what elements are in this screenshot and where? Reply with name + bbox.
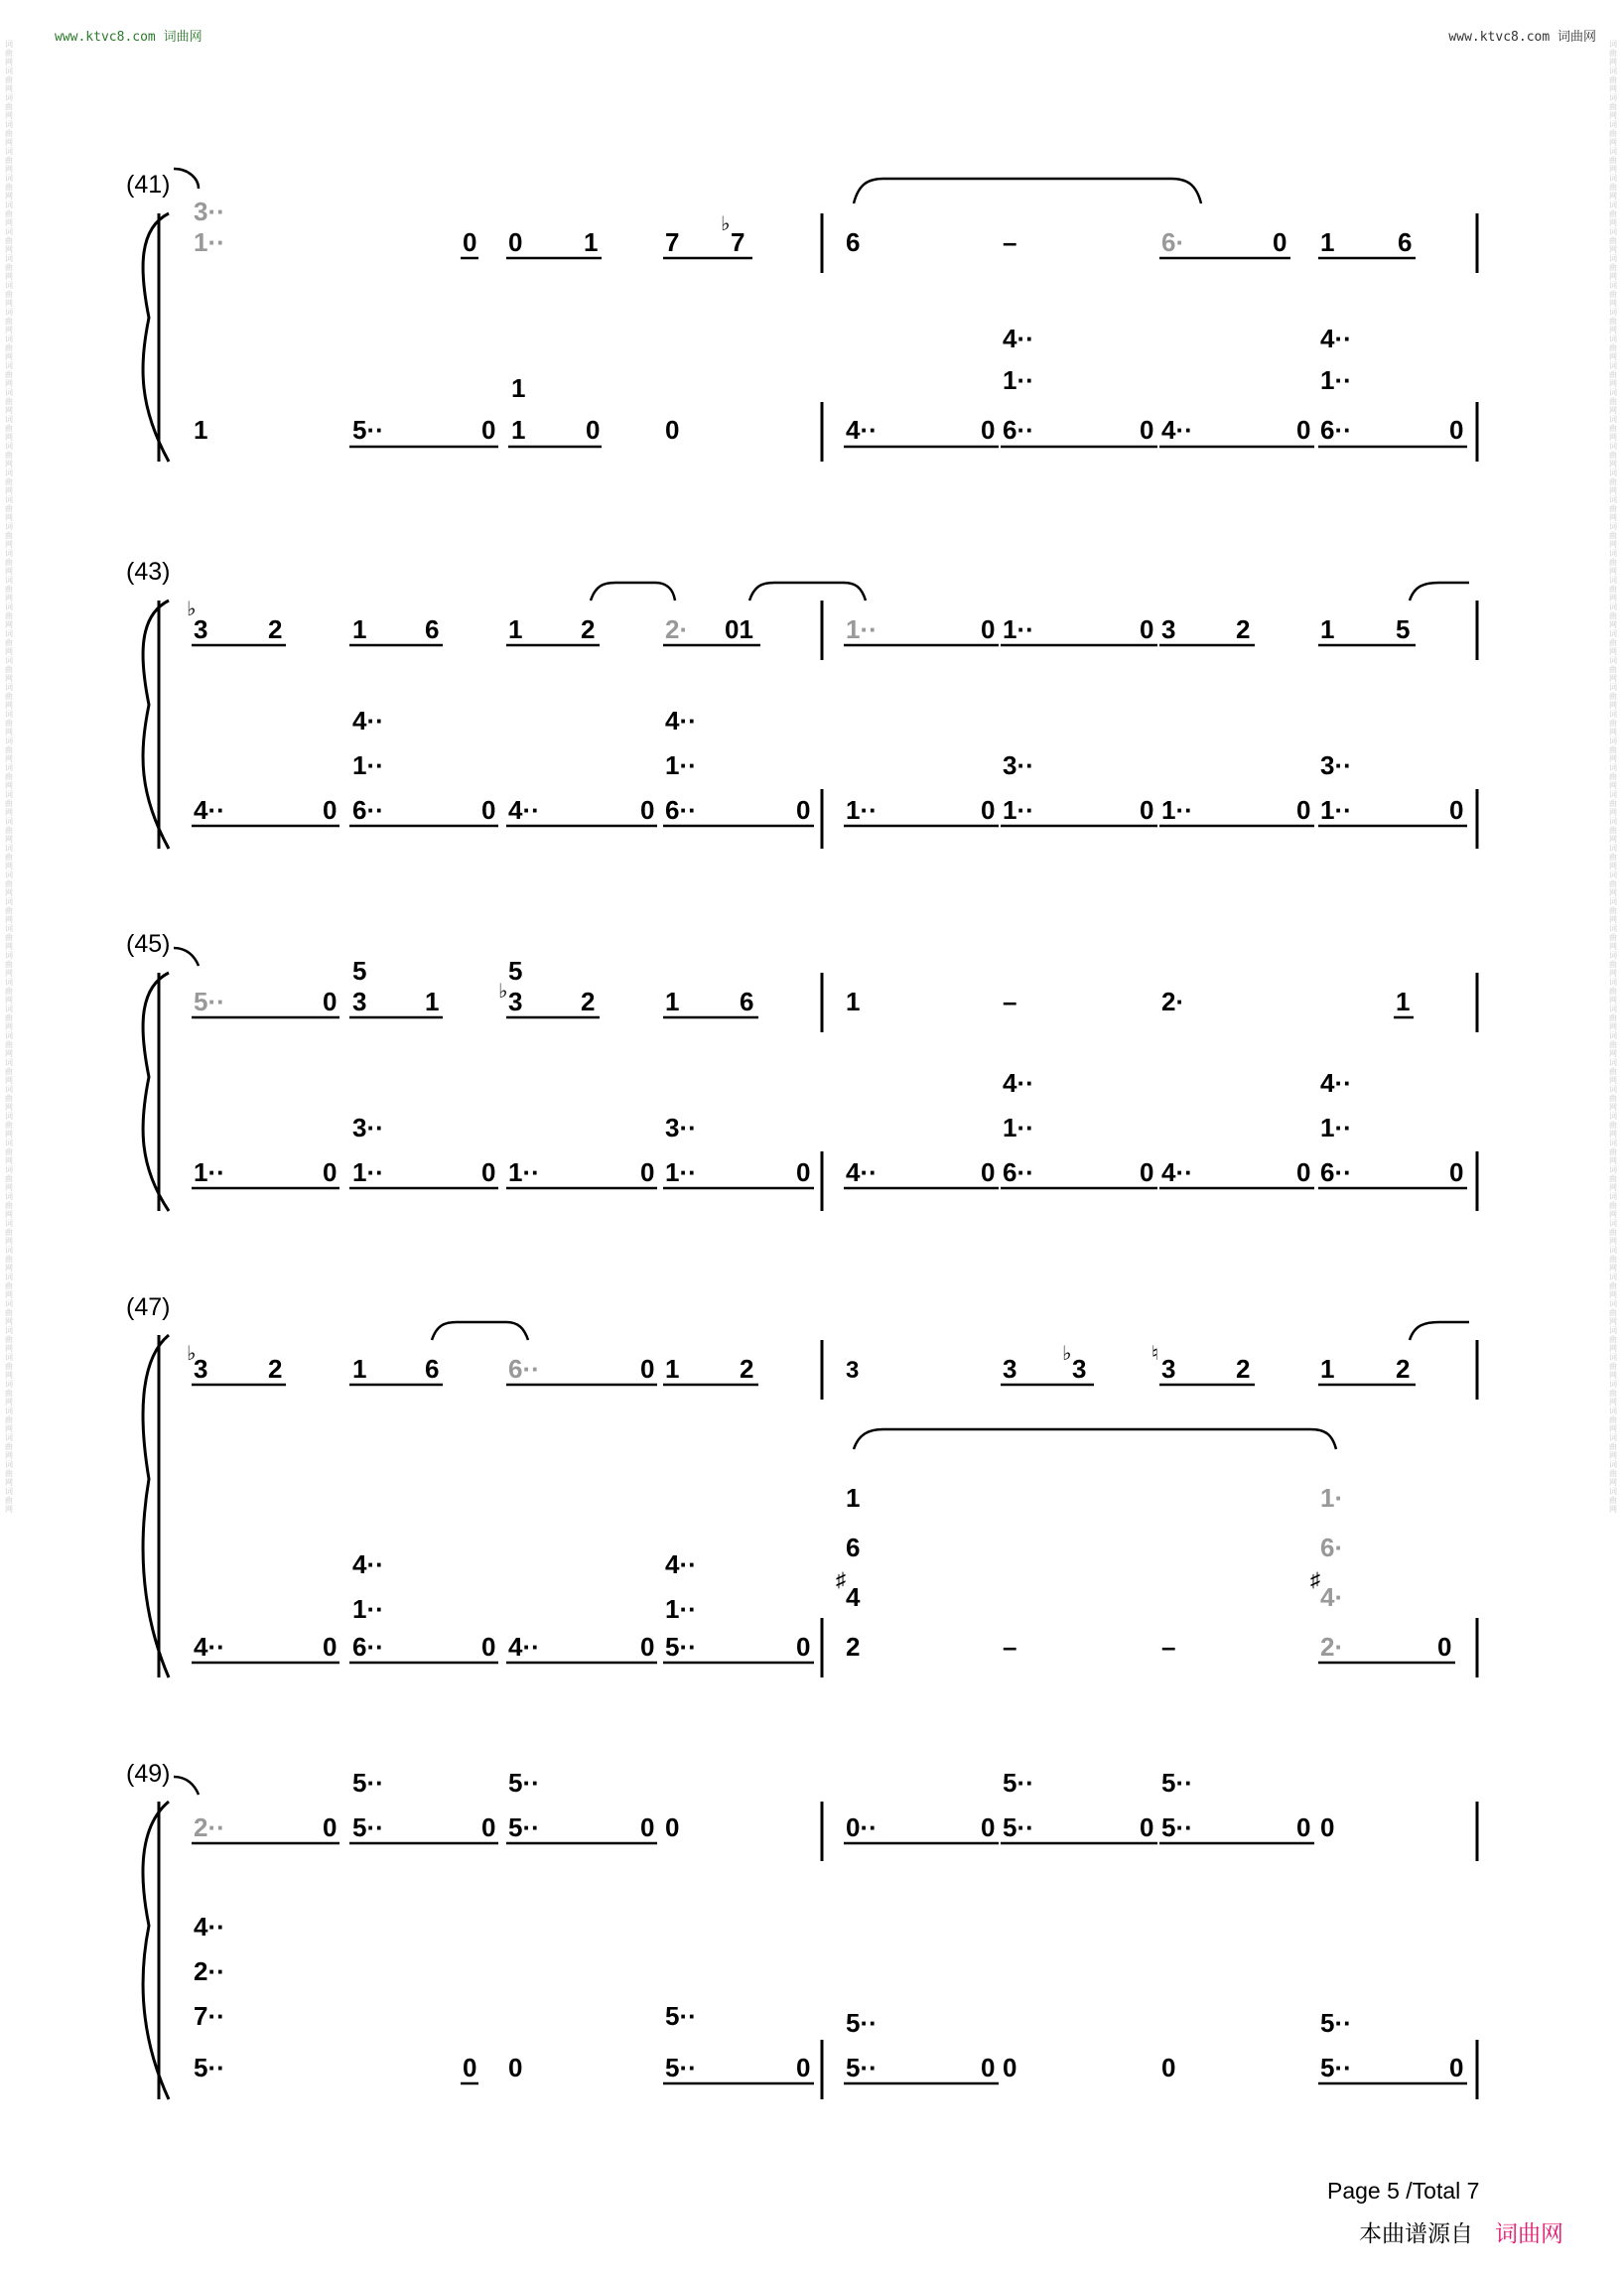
svg-text:3··: 3·· xyxy=(1320,750,1352,780)
svg-text:1··: 1·· xyxy=(665,1594,697,1624)
svg-text:0: 0 xyxy=(481,415,496,445)
svg-text:1··: 1·· xyxy=(665,750,697,780)
svg-text:2: 2 xyxy=(581,987,596,1016)
svg-text:0: 0 xyxy=(508,2053,523,2082)
svg-text:1: 1 xyxy=(584,227,599,257)
svg-text:0: 0 xyxy=(640,1354,655,1384)
svg-text:0··: 0·· xyxy=(846,1812,878,1842)
svg-text:6·: 6· xyxy=(1161,227,1185,257)
svg-text:4··: 4·· xyxy=(1003,1068,1034,1098)
svg-text:0: 0 xyxy=(1437,1632,1452,1662)
measure-number-49: (49) xyxy=(126,1760,171,1788)
svg-text:6·: 6· xyxy=(1320,1533,1344,1562)
svg-text:4··: 4·· xyxy=(508,1632,540,1662)
svg-text:0: 0 xyxy=(981,1157,996,1187)
svg-text:0: 0 xyxy=(1320,1812,1335,1842)
svg-text:2: 2 xyxy=(268,614,283,644)
svg-text:0: 0 xyxy=(323,1812,338,1842)
measure-number-41: (41) xyxy=(126,171,171,199)
svg-text:6··: 6·· xyxy=(665,795,697,825)
svg-text:0: 0 xyxy=(665,1812,680,1842)
svg-text:4··: 4·· xyxy=(665,1549,697,1579)
svg-text:5··: 5·· xyxy=(1161,1768,1193,1798)
svg-text:2·: 2· xyxy=(1320,1632,1344,1662)
svg-text:1·: 1· xyxy=(1320,1483,1344,1513)
svg-text:2: 2 xyxy=(740,1354,754,1384)
svg-text:1··: 1·· xyxy=(1320,795,1352,825)
svg-text:5··: 5·· xyxy=(1320,2053,1352,2082)
header-site-left: www.ktvc8.com 词曲网 xyxy=(55,30,203,45)
svg-text:–: – xyxy=(1003,987,1017,1016)
svg-text:2: 2 xyxy=(1236,1354,1251,1384)
svg-text:1··: 1·· xyxy=(1320,365,1352,395)
svg-text:0: 0 xyxy=(1161,2053,1176,2082)
svg-text:5: 5 xyxy=(352,956,367,986)
svg-text:4··: 4·· xyxy=(1003,324,1034,353)
svg-text:1··: 1·· xyxy=(194,227,225,257)
svg-text:1: 1 xyxy=(352,614,367,644)
svg-text:1··: 1·· xyxy=(846,614,878,644)
svg-text:0: 0 xyxy=(1449,795,1464,825)
svg-text:6··: 6·· xyxy=(508,1354,540,1384)
svg-text:4··: 4·· xyxy=(1161,415,1193,445)
svg-text:1··: 1·· xyxy=(846,795,878,825)
watermark-strip-right: 词曲网词曲网词曲网词曲网词曲网词曲网词曲网词曲网词曲网词曲网词曲网词曲网词曲网词曲网词曲网词曲网词曲网词曲网词曲网词曲网词曲网词曲网词曲网词曲网词曲网词曲网词曲网词曲网词曲网词曲网词曲网词曲网词曲网词曲网词曲网词曲网词曲网词曲网词曲网词曲网词曲网词曲网词曲网词曲网词曲网词曲网词曲网词曲网词曲网词曲网词曲网词曲网词曲网词曲网词曲网 xyxy=(1609,40,1617,1514)
score-system-49 xyxy=(129,1757,1499,2114)
svg-text:5··: 5·· xyxy=(508,1768,540,1798)
svg-text:1: 1 xyxy=(1320,1354,1335,1384)
measure-number-43: (43) xyxy=(126,558,171,586)
svg-text:♭: ♭ xyxy=(187,1343,197,1365)
svg-text:♯: ♯ xyxy=(1310,1569,1320,1591)
svg-text:6: 6 xyxy=(425,614,440,644)
svg-text:0: 0 xyxy=(1296,415,1311,445)
svg-text:0: 0 xyxy=(1140,795,1154,825)
svg-text:0: 0 xyxy=(1296,1812,1311,1842)
svg-text:6··: 6·· xyxy=(1320,1157,1352,1187)
svg-text:0: 0 xyxy=(796,795,811,825)
svg-text:3: 3 xyxy=(194,1354,208,1384)
svg-text:0: 0 xyxy=(1296,1157,1311,1187)
svg-text:♭: ♭ xyxy=(187,599,197,620)
svg-text:4: 4 xyxy=(846,1582,861,1612)
svg-text:0: 0 xyxy=(1003,2053,1017,2082)
svg-text:3: 3 xyxy=(352,987,367,1016)
svg-text:–: – xyxy=(1003,227,1017,257)
svg-text:5··: 5·· xyxy=(1161,1812,1193,1842)
svg-text:0: 0 xyxy=(981,1812,996,1842)
svg-text:5··: 5·· xyxy=(665,2001,697,2031)
svg-text:1··: 1·· xyxy=(352,750,384,780)
svg-text:5··: 5·· xyxy=(665,1632,697,1662)
score-system-41 xyxy=(129,159,1499,476)
svg-text:3: 3 xyxy=(1072,1354,1087,1384)
svg-text:5··: 5·· xyxy=(846,2053,878,2082)
watermark-strip-left: 词曲网词曲网词曲网词曲网词曲网词曲网词曲网词曲网词曲网词曲网词曲网词曲网词曲网词曲网词曲网词曲网词曲网词曲网词曲网词曲网词曲网词曲网词曲网词曲网词曲网词曲网词曲网词曲网词曲网词曲网词曲网词曲网词曲网词曲网词曲网词曲网词曲网词曲网词曲网词曲网词曲网词曲网词曲网词曲网词曲网词曲网词曲网词曲网词曲网词曲网词曲网词曲网词曲网词曲网词曲网 xyxy=(5,40,13,1514)
svg-text:3: 3 xyxy=(1161,1354,1176,1384)
svg-text:2·: 2· xyxy=(1161,987,1185,1016)
svg-text:3··: 3·· xyxy=(194,197,225,226)
svg-text:6··: 6·· xyxy=(352,1632,384,1662)
svg-text:3··: 3·· xyxy=(352,1113,384,1142)
svg-text:5··: 5·· xyxy=(352,1812,384,1842)
svg-text:6··: 6·· xyxy=(1003,1157,1034,1187)
svg-text:2: 2 xyxy=(268,1354,283,1384)
svg-text:4··: 4·· xyxy=(1161,1157,1193,1187)
score-system-45 xyxy=(129,928,1499,1226)
svg-text:4··: 4·· xyxy=(194,795,225,825)
svg-text:0: 0 xyxy=(1140,415,1154,445)
svg-text:1: 1 xyxy=(1320,614,1335,644)
svg-text:0: 0 xyxy=(1449,2053,1464,2082)
svg-text:♭: ♭ xyxy=(1062,1343,1072,1365)
svg-text:1··: 1·· xyxy=(1003,365,1034,395)
svg-text:0: 0 xyxy=(665,415,680,445)
svg-text:0: 0 xyxy=(463,2053,477,2082)
svg-text:5··: 5·· xyxy=(194,987,225,1016)
svg-text:6··: 6·· xyxy=(352,795,384,825)
svg-text:0: 0 xyxy=(1140,614,1154,644)
score-system-47 xyxy=(129,1290,1499,1687)
svg-text:4··: 4·· xyxy=(846,415,878,445)
svg-text:0: 0 xyxy=(1140,1157,1154,1187)
svg-text:6: 6 xyxy=(1398,227,1413,257)
svg-text:0: 0 xyxy=(640,1632,655,1662)
svg-text:0: 0 xyxy=(463,227,477,257)
svg-text:5··: 5·· xyxy=(194,2053,225,2082)
svg-text:2··: 2·· xyxy=(194,1956,225,1986)
svg-text:3: 3 xyxy=(1003,1354,1017,1384)
svg-text:2: 2 xyxy=(581,614,596,644)
svg-text:3··: 3·· xyxy=(1003,750,1034,780)
svg-text:1: 1 xyxy=(1396,987,1411,1016)
svg-text:1··: 1·· xyxy=(1320,1113,1352,1142)
svg-text:4·: 4· xyxy=(1320,1582,1344,1612)
svg-text:5··: 5·· xyxy=(846,2008,878,2038)
source-site-link[interactable]: 词曲网 xyxy=(1495,2220,1563,2246)
source-credit xyxy=(1359,2215,1563,2248)
svg-text:5··: 5·· xyxy=(352,415,384,445)
svg-text:2: 2 xyxy=(846,1632,861,1662)
svg-text:01: 01 xyxy=(725,614,753,644)
svg-text:0: 0 xyxy=(481,1632,496,1662)
svg-text:2··: 2·· xyxy=(194,1812,225,1842)
svg-text:1: 1 xyxy=(511,415,526,445)
svg-text:0: 0 xyxy=(981,795,996,825)
svg-text:0: 0 xyxy=(981,415,996,445)
svg-text:5··: 5·· xyxy=(1003,1812,1034,1842)
svg-text:4··: 4·· xyxy=(352,706,384,736)
svg-text:1··: 1·· xyxy=(508,1157,540,1187)
svg-text:1··: 1·· xyxy=(1161,795,1193,825)
svg-text:6: 6 xyxy=(740,987,754,1016)
svg-text:3: 3 xyxy=(846,1357,860,1384)
score-system-43 xyxy=(129,556,1499,864)
svg-text:1: 1 xyxy=(846,987,861,1016)
svg-text:0: 0 xyxy=(1449,1157,1464,1187)
svg-text:7: 7 xyxy=(665,227,680,257)
svg-text:1··: 1·· xyxy=(1003,795,1034,825)
svg-text:7: 7 xyxy=(731,227,745,257)
svg-text:2: 2 xyxy=(1236,614,1251,644)
svg-text:7··: 7·· xyxy=(194,2001,225,2031)
svg-text:5··: 5·· xyxy=(1320,2008,1352,2038)
svg-text:0: 0 xyxy=(981,614,996,644)
svg-text:5: 5 xyxy=(508,956,523,986)
header-site-right: www.ktvc8.com 词曲网 xyxy=(1448,30,1596,45)
svg-text:6: 6 xyxy=(846,1533,861,1562)
svg-text:0: 0 xyxy=(323,1632,338,1662)
svg-text:1: 1 xyxy=(846,1483,861,1513)
svg-text:3: 3 xyxy=(1161,614,1176,644)
svg-text:–: – xyxy=(1003,1632,1017,1662)
svg-text:4··: 4·· xyxy=(194,1912,225,1942)
svg-text:1: 1 xyxy=(425,987,440,1016)
svg-text:5··: 5·· xyxy=(352,1768,384,1798)
svg-text:0: 0 xyxy=(796,1632,811,1662)
svg-text:6: 6 xyxy=(846,227,861,257)
svg-text:6··: 6·· xyxy=(1320,415,1352,445)
svg-text:4··: 4·· xyxy=(508,795,540,825)
svg-text:0: 0 xyxy=(640,1157,655,1187)
svg-text:0: 0 xyxy=(640,795,655,825)
svg-text:5··: 5·· xyxy=(665,2053,697,2082)
svg-text:0: 0 xyxy=(323,1157,338,1187)
svg-text:2·: 2· xyxy=(665,614,689,644)
svg-text:1··: 1·· xyxy=(352,1157,384,1187)
svg-text:4··: 4·· xyxy=(194,1632,225,1662)
source-label: 本曲谱源自 xyxy=(1359,2220,1473,2246)
svg-text:0: 0 xyxy=(481,1812,496,1842)
svg-text:1: 1 xyxy=(508,614,523,644)
svg-text:1··: 1·· xyxy=(665,1157,697,1187)
svg-text:0: 0 xyxy=(640,1812,655,1842)
svg-text:0: 0 xyxy=(1449,415,1464,445)
svg-text:1: 1 xyxy=(665,987,680,1016)
svg-text:4··: 4·· xyxy=(352,1549,384,1579)
svg-text:0: 0 xyxy=(1296,795,1311,825)
measure-number-47: (47) xyxy=(126,1293,171,1321)
svg-text:1: 1 xyxy=(665,1354,680,1384)
svg-text:♭: ♭ xyxy=(498,981,508,1003)
svg-text:1: 1 xyxy=(1320,227,1335,257)
svg-text:1: 1 xyxy=(352,1354,367,1384)
svg-text:0: 0 xyxy=(796,2053,811,2082)
svg-text:5··: 5·· xyxy=(508,1812,540,1842)
svg-text:0: 0 xyxy=(586,415,601,445)
svg-text:0: 0 xyxy=(508,227,523,257)
svg-text:1··: 1·· xyxy=(1003,614,1034,644)
svg-text:0: 0 xyxy=(323,987,338,1016)
svg-text:♯: ♯ xyxy=(836,1569,846,1591)
svg-text:1: 1 xyxy=(194,415,208,445)
svg-text:0: 0 xyxy=(481,1157,496,1187)
page-indicator: Page 5 /Total 7 xyxy=(1327,2178,1480,2204)
svg-text:0: 0 xyxy=(481,795,496,825)
svg-text:♮: ♮ xyxy=(1151,1343,1159,1365)
svg-text:0: 0 xyxy=(981,2053,996,2082)
svg-text:3··: 3·· xyxy=(665,1113,697,1142)
svg-text:0: 0 xyxy=(1140,1812,1154,1842)
svg-text:4··: 4·· xyxy=(1320,1068,1352,1098)
svg-text:♭: ♭ xyxy=(721,213,731,235)
svg-text:1··: 1·· xyxy=(194,1157,225,1187)
svg-text:0: 0 xyxy=(1273,227,1287,257)
svg-text:2: 2 xyxy=(1396,1354,1411,1384)
measure-number-45: (45) xyxy=(126,930,171,958)
svg-text:4··: 4·· xyxy=(665,706,697,736)
svg-text:0: 0 xyxy=(796,1157,811,1187)
svg-text:4··: 4·· xyxy=(1320,324,1352,353)
svg-text:3: 3 xyxy=(508,987,523,1016)
svg-text:5··: 5·· xyxy=(1003,1768,1034,1798)
svg-text:4··: 4·· xyxy=(846,1157,878,1187)
svg-text:3: 3 xyxy=(194,614,208,644)
svg-text:1··: 1·· xyxy=(352,1594,384,1624)
svg-text:6··: 6·· xyxy=(1003,415,1034,445)
svg-text:6: 6 xyxy=(425,1354,440,1384)
svg-text:1: 1 xyxy=(511,373,526,403)
svg-text:5: 5 xyxy=(1396,614,1411,644)
svg-text:1··: 1·· xyxy=(1003,1113,1034,1142)
svg-text:0: 0 xyxy=(323,795,338,825)
svg-text:–: – xyxy=(1161,1632,1176,1662)
